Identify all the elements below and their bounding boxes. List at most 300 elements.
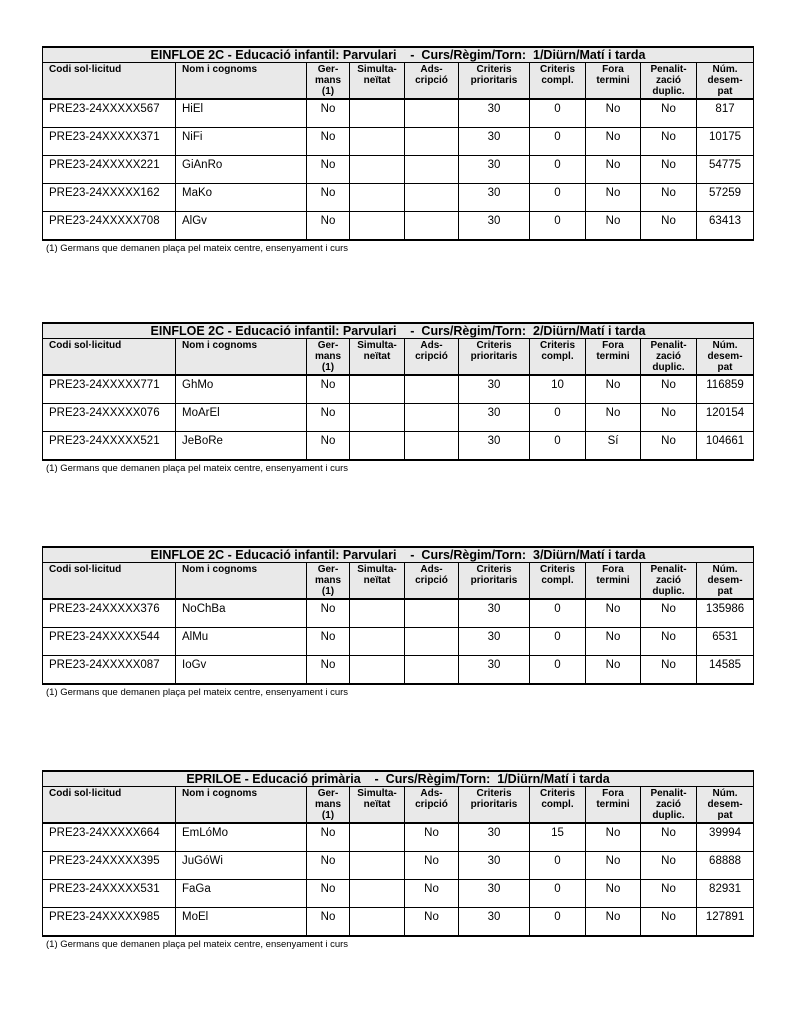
cell-nom: MoEl <box>176 908 307 937</box>
cell-criteris-prioritaris: 30 <box>459 184 530 212</box>
column-header-fora-termini <box>586 563 641 600</box>
cell-germans: No <box>307 599 350 628</box>
column-header-line: pat <box>717 810 733 821</box>
cell-adscripcio <box>405 212 459 241</box>
column-header-line: compl. <box>541 575 574 586</box>
cell-germans: No <box>307 184 350 212</box>
cell-penalitzacio: No <box>641 128 697 156</box>
cell-adscripcio <box>405 656 459 685</box>
column-header-line: termini <box>596 351 630 362</box>
column-header-line: cripció <box>415 799 448 810</box>
column-header-line: Ger- <box>317 340 339 351</box>
table-row <box>43 823 754 852</box>
column-header-line: Ads- <box>420 564 443 575</box>
column-header-line: Codi sol·licitud <box>49 64 122 75</box>
column-header-penalitzacio <box>641 63 697 100</box>
table-title: EINFLOE 2C - Educació infantil: Parvulari - Curs/Règim/Torn: 3/Diürn/Matí i tarda <box>43 547 754 563</box>
cell-fora-termini: No <box>586 908 641 937</box>
cell-criteris-compl: 0 <box>530 128 586 156</box>
column-header-fora-termini <box>586 787 641 824</box>
table-row <box>43 156 754 184</box>
cell-nom: AlMu <box>176 628 307 656</box>
cell-penalitzacio: No <box>641 656 697 685</box>
cell-nom: EmLóMo <box>176 823 307 852</box>
cell-nom: MoArEl <box>176 404 307 432</box>
column-header-line: (1) <box>321 810 335 821</box>
cell-nom: FaGa <box>176 880 307 908</box>
cell-num-desempat: 39994 <box>697 823 754 852</box>
cell-germans: No <box>307 375 350 404</box>
column-header-germans <box>307 787 350 824</box>
cell-criteris-compl: 0 <box>530 212 586 241</box>
column-header-line: Ger- <box>317 64 339 75</box>
cell-codi: PRE23-24XXXXX544 <box>43 628 176 656</box>
column-header-germans <box>307 563 350 600</box>
column-header-fora-termini <box>586 339 641 376</box>
footnote: (1) Germans que demanen plaça pel mateix centre, ensenyament i curs <box>46 687 349 698</box>
cell-fora-termini: No <box>586 880 641 908</box>
column-header-germans <box>307 339 350 376</box>
cell-num-desempat: 127891 <box>697 908 754 937</box>
cell-num-desempat: 63413 <box>697 212 754 241</box>
cell-criteris-prioritaris: 30 <box>459 599 530 628</box>
allocation-table <box>42 546 754 685</box>
allocation-table-block <box>42 546 753 698</box>
cell-penalitzacio: No <box>641 404 697 432</box>
cell-criteris-compl: 0 <box>530 156 586 184</box>
footnote: (1) Germans que demanen plaça pel mateix centre, ensenyament i curs <box>46 243 349 254</box>
cell-penalitzacio: No <box>641 599 697 628</box>
cell-nom: JuGóWi <box>176 852 307 880</box>
cell-codi: PRE23-24XXXXX376 <box>43 599 176 628</box>
column-header-line: prioritaris <box>470 75 518 86</box>
cell-codi: PRE23-24XXXXX162 <box>43 184 176 212</box>
cell-simultaneitat <box>350 628 405 656</box>
cell-fora-termini: No <box>586 599 641 628</box>
cell-germans: No <box>307 628 350 656</box>
column-header-line: Simulta- <box>357 64 397 75</box>
cell-penalitzacio: No <box>641 184 697 212</box>
column-header-num-desempat <box>697 563 754 600</box>
cell-criteris-prioritaris: 30 <box>459 432 530 461</box>
cell-adscripcio <box>405 156 459 184</box>
column-header-line: zació <box>655 351 681 362</box>
column-header-line: Criteris <box>476 564 512 575</box>
cell-penalitzacio: No <box>641 212 697 241</box>
cell-germans: No <box>307 128 350 156</box>
column-header-line: Simulta- <box>357 788 397 799</box>
column-header-line: Criteris <box>476 64 512 75</box>
cell-criteris-prioritaris: 30 <box>459 880 530 908</box>
table-row <box>43 628 754 656</box>
column-header-line: Criteris <box>476 788 512 799</box>
column-header-line: Penalit- <box>650 64 687 75</box>
column-header-num-desempat <box>697 339 754 376</box>
column-header-codi <box>43 563 176 600</box>
cell-num-desempat: 116859 <box>697 375 754 404</box>
cell-nom: HiEl <box>176 99 307 128</box>
column-header-penalitzacio <box>641 787 697 824</box>
table-row <box>43 432 754 461</box>
cell-penalitzacio: No <box>641 908 697 937</box>
allocation-table-block <box>42 46 753 254</box>
cell-codi: PRE23-24XXXXX371 <box>43 128 176 156</box>
cell-nom: NiFi <box>176 128 307 156</box>
column-header-line: termini <box>596 575 630 586</box>
column-header-line: Nom i cognoms <box>182 340 258 351</box>
column-header-nom <box>176 63 307 100</box>
cell-penalitzacio: No <box>641 375 697 404</box>
column-header-line: Codi sol·licitud <box>49 788 122 799</box>
cell-codi: PRE23-24XXXXX708 <box>43 212 176 241</box>
cell-germans: No <box>307 156 350 184</box>
column-header-line: neïtat <box>363 799 391 810</box>
cell-criteris-prioritaris: 30 <box>459 156 530 184</box>
table-row <box>43 184 754 212</box>
cell-num-desempat: 68888 <box>697 852 754 880</box>
cell-fora-termini: No <box>586 128 641 156</box>
cell-fora-termini: No <box>586 656 641 685</box>
cell-germans: No <box>307 656 350 685</box>
column-header-num-desempat <box>697 63 754 100</box>
cell-germans: No <box>307 212 350 241</box>
column-header-line: duplic. <box>652 362 685 373</box>
cell-nom: AlGv <box>176 212 307 241</box>
column-header-nom <box>176 339 307 376</box>
table-row <box>43 99 754 128</box>
cell-num-desempat: 817 <box>697 99 754 128</box>
cell-simultaneitat <box>350 184 405 212</box>
cell-adscripcio <box>405 599 459 628</box>
cell-germans: No <box>307 852 350 880</box>
column-header-criteris-prioritaris <box>459 563 530 600</box>
column-header-line: (1) <box>321 86 335 97</box>
cell-criteris-prioritaris: 30 <box>459 852 530 880</box>
column-header-line: Núm. <box>712 564 738 575</box>
column-header-line: Fora <box>602 64 624 75</box>
cell-criteris-compl: 10 <box>530 375 586 404</box>
table-row <box>43 599 754 628</box>
column-header-line: desem- <box>707 575 743 586</box>
column-header-line: mans <box>314 351 342 362</box>
column-header-line: Criteris <box>539 64 575 75</box>
cell-nom: GiAnRo <box>176 156 307 184</box>
column-header-line: Núm. <box>712 64 738 75</box>
column-header-line: Ads- <box>420 788 443 799</box>
column-header-line: Codi sol·licitud <box>49 564 122 575</box>
column-header-num-desempat <box>697 787 754 824</box>
table-row <box>43 656 754 685</box>
cell-penalitzacio: No <box>641 432 697 461</box>
cell-criteris-prioritaris: 30 <box>459 823 530 852</box>
cell-penalitzacio: No <box>641 99 697 128</box>
cell-simultaneitat <box>350 656 405 685</box>
column-header-line: (1) <box>321 586 335 597</box>
cell-germans: No <box>307 404 350 432</box>
column-header-line: compl. <box>541 351 574 362</box>
cell-adscripcio <box>405 99 459 128</box>
column-header-criteris-prioritaris <box>459 787 530 824</box>
cell-germans: No <box>307 880 350 908</box>
column-header-line: desem- <box>707 351 743 362</box>
cell-num-desempat: 104661 <box>697 432 754 461</box>
cell-simultaneitat <box>350 375 405 404</box>
column-header-line: Ger- <box>317 564 339 575</box>
allocation-table <box>42 46 754 241</box>
table-title: EINFLOE 2C - Educació infantil: Parvulari - Curs/Règim/Torn: 2/Diürn/Matí i tarda <box>43 323 754 339</box>
column-header-line: Criteris <box>539 564 575 575</box>
column-header-nom <box>176 563 307 600</box>
column-header-line: mans <box>314 799 342 810</box>
cell-codi: PRE23-24XXXXX531 <box>43 880 176 908</box>
cell-criteris-prioritaris: 30 <box>459 99 530 128</box>
cell-germans: No <box>307 99 350 128</box>
cell-codi: PRE23-24XXXXX664 <box>43 823 176 852</box>
column-header-line: Núm. <box>712 340 738 351</box>
cell-nom: MaKo <box>176 184 307 212</box>
column-header-adscripcio <box>405 339 459 376</box>
cell-num-desempat: 57259 <box>697 184 754 212</box>
cell-adscripcio <box>405 375 459 404</box>
column-header-simultaneitat <box>350 339 405 376</box>
column-header-line: Simulta- <box>357 340 397 351</box>
column-header-penalitzacio <box>641 339 697 376</box>
allocation-table-block <box>42 770 753 950</box>
column-header-codi <box>43 63 176 100</box>
cell-fora-termini: No <box>586 823 641 852</box>
cell-codi: PRE23-24XXXXX076 <box>43 404 176 432</box>
cell-nom: GhMo <box>176 375 307 404</box>
cell-num-desempat: 54775 <box>697 156 754 184</box>
column-header-criteris-compl <box>530 563 586 600</box>
cell-criteris-compl: 0 <box>530 656 586 685</box>
column-header-fora-termini <box>586 63 641 100</box>
column-header-line: Criteris <box>476 340 512 351</box>
column-header-line: desem- <box>707 75 743 86</box>
column-header-line: duplic. <box>652 586 685 597</box>
cell-adscripcio <box>405 184 459 212</box>
column-header-line: Criteris <box>539 788 575 799</box>
column-header-line: neïtat <box>363 75 391 86</box>
column-header-line: Fora <box>602 788 624 799</box>
column-header-line: Nom i cognoms <box>182 564 258 575</box>
column-header-criteris-compl <box>530 63 586 100</box>
cell-criteris-prioritaris: 30 <box>459 656 530 685</box>
column-header-line: Ads- <box>420 64 443 75</box>
cell-simultaneitat <box>350 404 405 432</box>
cell-penalitzacio: No <box>641 880 697 908</box>
column-header-line: prioritaris <box>470 575 518 586</box>
column-header-line: neïtat <box>363 575 391 586</box>
column-header-germans <box>307 63 350 100</box>
cell-codi: PRE23-24XXXXX771 <box>43 375 176 404</box>
cell-adscripcio <box>405 404 459 432</box>
column-header-line: Núm. <box>712 788 738 799</box>
cell-nom: JeBoRe <box>176 432 307 461</box>
cell-fora-termini: No <box>586 375 641 404</box>
column-header-line: Ger- <box>317 788 339 799</box>
column-header-line: desem- <box>707 799 743 810</box>
column-header-line: duplic. <box>652 810 685 821</box>
table-row <box>43 212 754 241</box>
cell-criteris-compl: 0 <box>530 880 586 908</box>
cell-adscripcio <box>405 628 459 656</box>
cell-adscripcio: No <box>405 823 459 852</box>
cell-adscripcio: No <box>405 908 459 937</box>
cell-codi: PRE23-24XXXXX221 <box>43 156 176 184</box>
column-header-adscripcio <box>405 787 459 824</box>
cell-criteris-compl: 0 <box>530 404 586 432</box>
column-header-criteris-compl <box>530 787 586 824</box>
column-header-line: mans <box>314 575 342 586</box>
cell-codi: PRE23-24XXXXX087 <box>43 656 176 685</box>
column-header-line: pat <box>717 86 733 97</box>
column-header-penalitzacio <box>641 563 697 600</box>
cell-criteris-compl: 0 <box>530 99 586 128</box>
column-header-line: (1) <box>321 362 335 373</box>
allocation-table-block <box>42 322 753 474</box>
table-row <box>43 880 754 908</box>
column-header-line: prioritaris <box>470 799 518 810</box>
column-header-line: cripció <box>415 575 448 586</box>
table-row <box>43 908 754 937</box>
cell-fora-termini: Sí <box>586 432 641 461</box>
cell-criteris-compl: 0 <box>530 908 586 937</box>
column-header-line: mans <box>314 75 342 86</box>
cell-criteris-compl: 15 <box>530 823 586 852</box>
column-header-criteris-compl <box>530 339 586 376</box>
cell-codi: PRE23-24XXXXX521 <box>43 432 176 461</box>
column-header-line: duplic. <box>652 86 685 97</box>
cell-num-desempat: 120154 <box>697 404 754 432</box>
column-header-line: Criteris <box>539 340 575 351</box>
cell-simultaneitat <box>350 99 405 128</box>
cell-nom: IoGv <box>176 656 307 685</box>
column-header-line: neïtat <box>363 351 391 362</box>
cell-fora-termini: No <box>586 628 641 656</box>
cell-criteris-compl: 0 <box>530 628 586 656</box>
table-title: EPRILOE - Educació primària - Curs/Règim/Torn: 1/Diürn/Matí i tarda <box>43 771 754 787</box>
cell-num-desempat: 6531 <box>697 628 754 656</box>
column-header-criteris-prioritaris <box>459 339 530 376</box>
cell-criteris-compl: 0 <box>530 599 586 628</box>
cell-simultaneitat <box>350 852 405 880</box>
table-row <box>43 404 754 432</box>
column-header-line: pat <box>717 362 733 373</box>
column-header-line: termini <box>596 799 630 810</box>
cell-adscripcio <box>405 128 459 156</box>
cell-num-desempat: 82931 <box>697 880 754 908</box>
column-header-line: Penalit- <box>650 564 687 575</box>
column-header-line: zació <box>655 75 681 86</box>
column-header-line: cripció <box>415 75 448 86</box>
cell-fora-termini: No <box>586 212 641 241</box>
column-header-line: prioritaris <box>470 351 518 362</box>
footnote: (1) Germans que demanen plaça pel mateix centre, ensenyament i curs <box>46 463 349 474</box>
allocation-table <box>42 322 754 461</box>
column-header-line: Ads- <box>420 340 443 351</box>
cell-criteris-prioritaris: 30 <box>459 375 530 404</box>
cell-germans: No <box>307 823 350 852</box>
cell-simultaneitat <box>350 212 405 241</box>
column-header-simultaneitat <box>350 563 405 600</box>
column-header-simultaneitat <box>350 787 405 824</box>
column-header-line: Simulta- <box>357 564 397 575</box>
column-header-codi <box>43 339 176 376</box>
column-header-line: zació <box>655 575 681 586</box>
column-header-line: termini <box>596 75 630 86</box>
cell-nom: NoChBa <box>176 599 307 628</box>
column-header-line: zació <box>655 799 681 810</box>
cell-adscripcio: No <box>405 852 459 880</box>
column-header-line: Fora <box>602 564 624 575</box>
table-row <box>43 128 754 156</box>
table-title: EINFLOE 2C - Educació infantil: Parvulari - Curs/Règim/Torn: 1/Diürn/Matí i tarda <box>43 47 754 63</box>
column-header-adscripcio <box>405 63 459 100</box>
column-header-codi <box>43 787 176 824</box>
column-header-line: compl. <box>541 799 574 810</box>
column-header-line: Codi sol·licitud <box>49 340 122 351</box>
column-header-line: pat <box>717 586 733 597</box>
cell-simultaneitat <box>350 908 405 937</box>
cell-criteris-compl: 0 <box>530 852 586 880</box>
column-header-nom <box>176 787 307 824</box>
cell-fora-termini: No <box>586 404 641 432</box>
cell-criteris-compl: 0 <box>530 432 586 461</box>
cell-criteris-prioritaris: 30 <box>459 404 530 432</box>
cell-criteris-prioritaris: 30 <box>459 128 530 156</box>
column-header-adscripcio <box>405 563 459 600</box>
table-row <box>43 375 754 404</box>
cell-germans: No <box>307 432 350 461</box>
cell-penalitzacio: No <box>641 628 697 656</box>
table-row <box>43 852 754 880</box>
cell-criteris-prioritaris: 30 <box>459 628 530 656</box>
cell-num-desempat: 135986 <box>697 599 754 628</box>
cell-simultaneitat <box>350 156 405 184</box>
cell-adscripcio <box>405 432 459 461</box>
cell-simultaneitat <box>350 128 405 156</box>
column-header-line: compl. <box>541 75 574 86</box>
cell-criteris-compl: 0 <box>530 184 586 212</box>
cell-adscripcio: No <box>405 880 459 908</box>
cell-penalitzacio: No <box>641 156 697 184</box>
cell-codi: PRE23-24XXXXX567 <box>43 99 176 128</box>
cell-germans: No <box>307 908 350 937</box>
cell-criteris-prioritaris: 30 <box>459 908 530 937</box>
column-header-line: Fora <box>602 340 624 351</box>
cell-fora-termini: No <box>586 184 641 212</box>
cell-simultaneitat <box>350 880 405 908</box>
column-header-simultaneitat <box>350 63 405 100</box>
cell-codi: PRE23-24XXXXX395 <box>43 852 176 880</box>
cell-simultaneitat <box>350 823 405 852</box>
cell-num-desempat: 14585 <box>697 656 754 685</box>
cell-penalitzacio: No <box>641 823 697 852</box>
column-header-line: Penalit- <box>650 788 687 799</box>
cell-simultaneitat <box>350 432 405 461</box>
cell-simultaneitat <box>350 599 405 628</box>
column-header-criteris-prioritaris <box>459 63 530 100</box>
column-header-line: cripció <box>415 351 448 362</box>
cell-fora-termini: No <box>586 156 641 184</box>
cell-penalitzacio: No <box>641 852 697 880</box>
cell-num-desempat: 10175 <box>697 128 754 156</box>
cell-fora-termini: No <box>586 99 641 128</box>
column-header-line: Nom i cognoms <box>182 788 258 799</box>
footnote: (1) Germans que demanen plaça pel mateix centre, ensenyament i curs <box>46 939 349 950</box>
cell-criteris-prioritaris: 30 <box>459 212 530 241</box>
